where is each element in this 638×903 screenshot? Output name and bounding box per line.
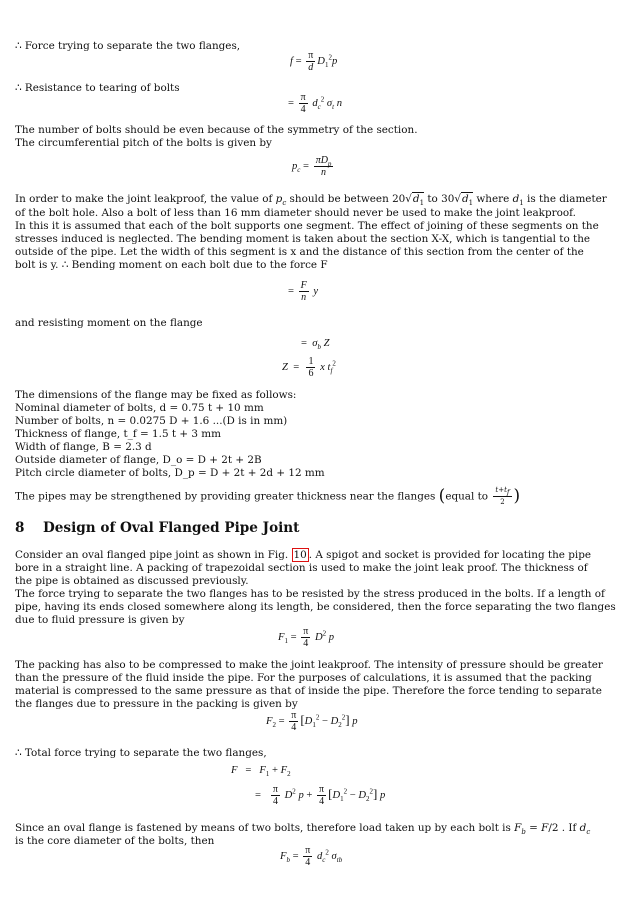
section-heading: 8 Design of Oval Flanged Pipe Joint (15, 520, 300, 536)
text-line: bore in a straight line. A packing of trapezoidal section is used to make the joint leak proof. The thickness of (15, 562, 588, 574)
equation-separating-force: f = $\frac{\pi}{d}$ $D_1^2p$ (290, 50, 338, 73)
equation-total-force-2: = $\frac{\pi}{4}$ $D^2$ p + $\frac{\pi}{4}$ $[D_1^2 - D_2^2]$ p (255, 784, 386, 807)
equation-section-modulus: Z = $\frac{1}{6}$ x $t_f^2$ (282, 356, 336, 379)
equation-bending-moment: = $\frac{F}{n}$ y (288, 280, 319, 303)
text-line: Nominal diameter of bolts, d = 0.75 t + 10 mm (15, 402, 264, 414)
text-line: stresses induced is neglected. The bending moment is taken about the section X-X, which is tangential to the (15, 233, 591, 245)
text-line: due to fluid pressure is given by (15, 614, 185, 626)
text-line: The dimensions of the flange may be fixed as follows: (15, 389, 297, 401)
equation-packing-force: $F_2$ = $\frac{\pi}{4}$ $[D_1^2 - D_2^2]$ p (266, 710, 358, 733)
text-line: The number of bolts should be even because of the symmetry of the section. (15, 124, 418, 136)
figure-reference-link[interactable]: 10 (293, 549, 307, 561)
text-line: Thickness of flange, t_f = 1.5 t + 3 mm (15, 428, 221, 440)
text-line: In order to make the joint leakproof, the value of $p_c$ should be between $20√d_1$ to $30√d_1$ where $d_1$ is the diameter (15, 193, 607, 208)
text-line: material is compressed to the same pressure as that of inside the pipe. Therefore the force tending to separate (15, 685, 602, 697)
text-line: Consider an oval flanged pipe joint as shown in Fig. 10 . A spigot and socket is provided for locating the pipe (15, 549, 591, 561)
text-line: ∴ Total force trying to separate the two flanges, (15, 747, 267, 759)
text-line: the pipe is obtained as discussed previously. (15, 575, 249, 587)
text-line: The circumferential pitch of the bolts is given by (15, 137, 272, 149)
text-line: The force trying to separate the two flanges has to be resisted by the stress produced in the bolts. If a length of (15, 588, 605, 600)
text-line: is the core diameter of the bolts, then (15, 835, 215, 847)
text-line: the flanges due to pressure in the packing is given by (15, 698, 298, 710)
equation-circumferential-pitch: $p_c$ = $\frac{\pi D_p}{n}$ (292, 155, 332, 178)
text-line: In this it is assumed that each of the bolt supports one segment. The effect of joining of these segments on the (15, 220, 599, 232)
text-line: ∴ Force trying to separate the two flanges, (15, 40, 241, 52)
equation-resisting-moment: = $\sigma_b$ Z (301, 338, 330, 352)
text-line: Pitch circle diameter of bolts, D_p = D + 2t + 2d + 12 mm (15, 467, 325, 479)
equation-bolt-resistance: = $\frac{\pi}{4}$ $d_c^2$ $\sigma_t$ n (288, 92, 343, 115)
text-line: and resisting moment on the flange (15, 317, 203, 329)
text-line: outside of the pipe. Let the width of this segment is x and the distance of this section from the center of the (15, 246, 584, 258)
text-line: than the pressure of the fluid inside the pipe. For the purposes of calculations, it is assumed that the packing (15, 672, 592, 684)
text-line: Since an oval flange is fastened by means of two bolts, therefore load taken up by each bolt is $F_b = F/2$ . If $d_c$ (15, 822, 591, 837)
text-line: The packing has also to be compressed to make the joint leakproof. The intensity of pressure should be greater (15, 659, 603, 671)
equation-bolt-load: $F_b$ = $\frac{\pi}{4}$ $d_c^2$ $\sigma_{tb}$ (280, 845, 343, 868)
text-line: Outside diameter of flange, D_o = D + 2t + 2B (15, 454, 262, 466)
text-line: Width of flange, B = 2.3 d (15, 441, 152, 453)
text-line: The pipes may be strengthened by providing greater thickness near the flanges (equal to $\frac{t+t_f}{2}$ ) (15, 486, 521, 507)
equation-total-force-1: $F = F_1 + F_2$ (231, 765, 291, 779)
text-line: ∴ Resistance to tearing of bolts (15, 82, 180, 94)
equation-fluid-force: $F_1$ = $\frac{\pi}{4}$ $D^2$ p (278, 626, 335, 649)
text-line: of the bolt hole. Also a bolt of less than 16 mm diameter should never be used to make the joint leakproof. (15, 207, 576, 219)
text-line: Number of bolts, n = 0.0275 D + 1.6 ...(D is in mm) (15, 415, 288, 427)
text-line: pipe, having its ends closed somewhere along its length, be considered, then the force separating the two flanges (15, 601, 616, 613)
text-line: bolt is y. ∴ Bending moment on each bolt due to the force F (15, 259, 328, 271)
